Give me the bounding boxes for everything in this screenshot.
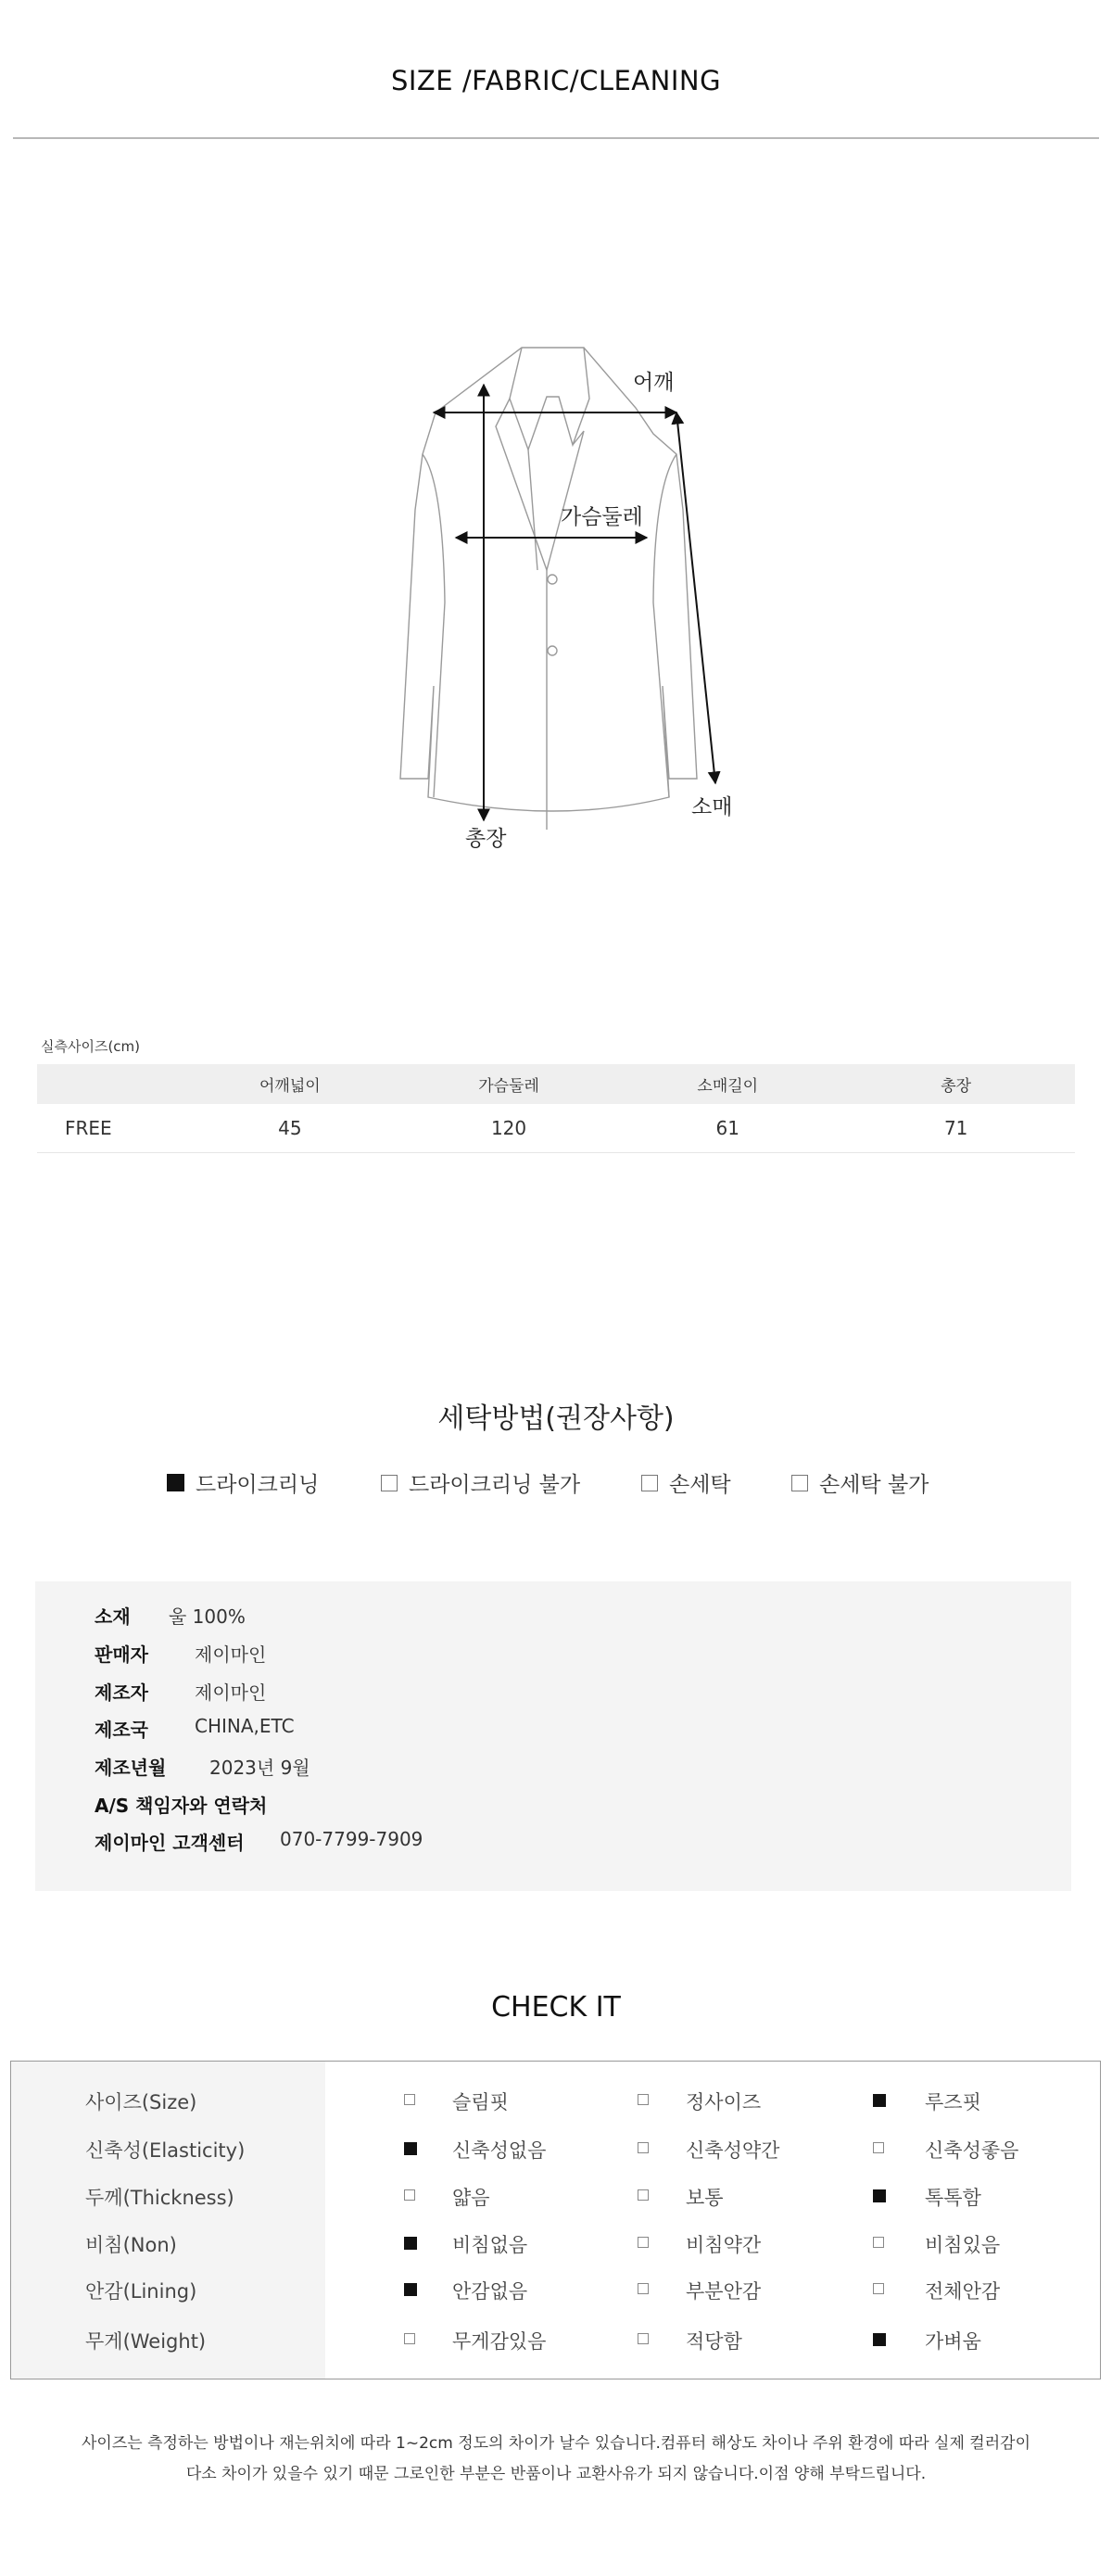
check-option-label: 전체안감 [925,2280,1001,2303]
table-cell: 71 [837,1104,1075,1153]
checked-box-icon [873,2189,886,2202]
check-option-label: 무게감있음 [452,2330,547,2353]
wash-option-label: 손세탁 불가 [819,1473,929,1497]
check-row [11,2176,1100,2213]
shoulder-label: 어깨 [633,371,675,395]
chest-label: 가슴둘레 [561,505,643,529]
unchecked-box-icon [641,1475,658,1491]
info-row-country [95,1715,295,1742]
check-criterion: 신축성(Elasticity) [85,2139,246,2162]
check-option-label: 보통 [686,2187,724,2209]
check-it-table [10,2061,1101,2379]
info-key: 제조년월 [95,1757,167,1779]
check-row [11,2269,1100,2306]
info-row-manufacturer [95,1678,267,1705]
checked-box-icon [404,2237,417,2250]
notice-line: 사이즈는 측정하는 방법이나 재는위치에 따라 1~2cm 정도의 차이가 날수 있습니다.컴퓨터 해상도 차이나 주위 환경에 따라 실제 컬러감이 [81,2434,1030,2453]
check-option-label: 정사이즈 [686,2091,762,2113]
check-option-label: 얇음 [452,2187,490,2209]
wash-option-label: 드라이크리닝 [196,1473,320,1497]
check-option-label: 안감없음 [452,2280,528,2303]
check-it-title: CHECK IT [491,1991,621,2024]
info-row-date [95,1753,310,1780]
checked-box-icon [167,1474,184,1491]
checked-box-icon [404,2142,417,2155]
check-option-label: 루즈핏 [925,2091,981,2113]
info-key: 제이마인 고객센터 [95,1832,245,1854]
unchecked-box-icon [638,2189,649,2201]
unchecked-box-icon [791,1475,808,1491]
table-cell: 45 [181,1104,399,1153]
check-criterion: 사이즈(Size) [85,2091,197,2113]
jacket-measurement-diagram [371,334,741,853]
checked-box-icon [873,2333,886,2346]
wash-option-no-dry-clean [381,1467,580,1498]
unchecked-box-icon [381,1475,398,1491]
check-criterion: 무게(Weight) [85,2330,207,2353]
header-cell: 가슴둘레 [399,1064,618,1104]
wash-option-hand-wash [641,1467,731,1498]
wash-option-dry-clean [167,1467,319,1498]
size-notice [0,2429,1112,2490]
size-name-cell: FREE [37,1104,181,1153]
info-value: 제이마인 [195,1643,267,1666]
washing-options [167,1467,1001,1504]
check-row [11,2223,1100,2260]
unchecked-box-icon [873,2142,884,2153]
unchecked-box-icon [638,2094,649,2105]
size-table [37,1064,1075,1153]
jacket-illustration [371,334,741,853]
table-row [37,1104,1075,1153]
check-option-label: 신축성없음 [452,2139,547,2162]
check-option-label: 비침있음 [925,2234,1001,2256]
unchecked-box-icon [638,2237,649,2248]
info-row-seller [95,1640,267,1667]
check-row [11,2319,1100,2356]
checked-box-icon [873,2094,886,2107]
info-key: A/S 책임자와 연락처 [95,1795,268,1817]
unchecked-box-icon [873,2237,884,2248]
table-cell: 61 [618,1104,837,1153]
unchecked-box-icon [404,2094,415,2105]
info-value: 울 100% [169,1605,246,1628]
info-row-material [95,1602,246,1629]
wash-option-label: 손세탁 [669,1473,731,1497]
info-value: 070-7799-7909 [280,1828,423,1850]
header-cell [37,1064,181,1104]
length-label: 총장 [465,827,507,851]
check-option-label: 신축성약간 [686,2139,780,2162]
info-value: CHINA,ETC [195,1715,295,1737]
check-option-label: 적당함 [686,2330,742,2353]
check-option-label: 비침약간 [686,2234,762,2256]
check-criterion: 두께(Thickness) [85,2187,234,2209]
info-key: 소재 [95,1605,131,1628]
check-option-label: 신축성좋음 [925,2139,1019,2162]
unchecked-box-icon [404,2189,415,2201]
page-title: SIZE /FABRIC/CLEANING [390,65,722,96]
check-row [11,2080,1100,2117]
check-option-label: 가벼움 [925,2330,981,2353]
info-key: 제조국 [95,1719,148,1741]
info-row-as-contact [95,1791,267,1818]
check-row [11,2128,1100,2165]
check-option-label: 톡톡함 [925,2187,981,2209]
wash-option-no-hand-wash [791,1467,929,1498]
info-key: 제조자 [95,1681,148,1704]
info-key: 판매자 [95,1643,148,1666]
check-option-label: 슬림핏 [452,2091,509,2113]
unchecked-box-icon [638,2283,649,2294]
check-option-label: 부분안감 [686,2280,762,2303]
check-criterion: 안감(Lining) [85,2280,197,2303]
wash-option-label: 드라이크리닝 불가 [409,1473,581,1497]
info-row-customer-center [95,1828,423,1855]
product-info-panel [35,1581,1071,1891]
size-table-header [37,1064,1075,1104]
notice-line: 다소 차이가 있을수 있기 때문 그로인한 부분은 반품이나 교환사유가 되지 않습니다.이점 양해 부탁드립니다. [185,2465,927,2483]
title-divider [13,137,1099,139]
size-table-caption: 실측사이즈(cm) [41,1038,141,1055]
header-cell: 소매길이 [618,1064,837,1104]
unchecked-box-icon [404,2333,415,2344]
header-cell: 어깨넓이 [181,1064,399,1104]
unchecked-box-icon [873,2283,884,2294]
checked-box-icon [404,2283,417,2296]
header-cell: 총장 [837,1064,1075,1104]
table-cell: 120 [399,1104,618,1153]
unchecked-box-icon [638,2142,649,2153]
info-value: 2023년 9월 [209,1757,310,1779]
info-value: 제이마인 [195,1681,267,1704]
unchecked-box-icon [638,2333,649,2344]
check-criterion: 비침(Non) [85,2234,177,2256]
washing-title: 세탁방법(권장사항) [437,1402,675,1435]
sleeve-label: 소매 [691,795,733,819]
check-option-label: 비침없음 [452,2234,528,2256]
